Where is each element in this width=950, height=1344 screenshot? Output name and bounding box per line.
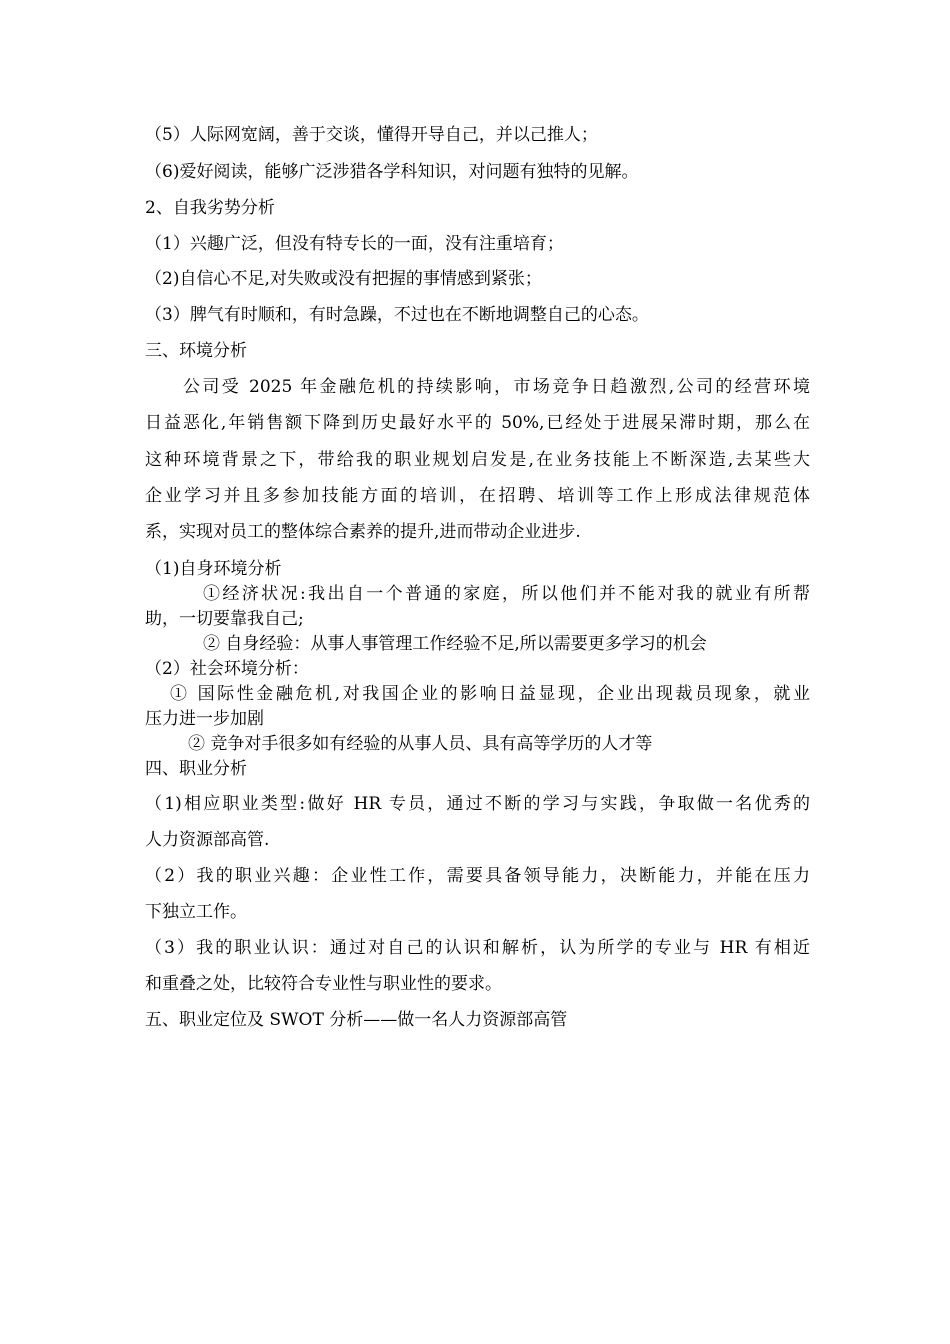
environment-paragraph-line-5: 系，实现对员工的整体综合素养的提升,进而带动企业进步. [145,522,581,542]
financial-crisis-line-1: ① 国际性金融危机,对我国企业的影响日益显现，企业出现裁员现象，就业 [170,684,810,704]
weakness-item-3: （3）脾气有时顺和，有时急躁，不过也在不断地调整自己的心态。 [145,305,649,325]
section-heading-swot: 五、职业定位及 SWOT 分析——做一名人力资源部高管 [145,1010,568,1030]
strength-item-5: （5）人际网宽阔，善于交谈，懂得开导自己，并以己推人； [145,125,598,145]
self-experience-item: ② 自身经验：从事人事管理工作经验不足,所以需要更多学习的机会 [203,634,707,654]
self-environment-heading: （1)自身环境分析 [145,559,282,579]
environment-paragraph-line-4: 企业学习并且多参加技能方面的培训，在招聘、培训等工作上形成法律规范体 [145,486,810,506]
social-environment-heading: （2）社会环境分析： [145,659,309,679]
environment-paragraph-line-1: 公司受 2025 年金融危机的持续影响，市场竞争日趋激烈,公司的经营环境 [183,377,810,397]
career-interest-line-1: （2）我的职业兴趣：企业性工作，需要具备领导能力，决断能力，并能在压力 [145,866,810,886]
weakness-item-1: （1）兴趣广泛，但没有特专长的一面，没有注重培育； [145,234,564,254]
financial-crisis-line-2: 压力进一步加剧 [145,709,264,729]
economic-status-line-2: 助，一切要靠我自己; [145,609,304,629]
economic-status-line-1: ①经济状况:我出自一个普通的家庭，所以他们并不能对我的就业有所帮 [203,584,810,604]
career-type-line-2: 人力资源部高管. [145,830,270,850]
weakness-item-2: （2)自信心不足,对失败或没有把握的事情感到紧张； [145,269,542,289]
career-type-line-1: （1)相应职业类型:做好 HR 专员，通过不断的学习与实践，争取做一名优秀的 [145,794,810,814]
competition-item: ② 竞争对手很多如有经验的从事人员、具有高等学历的人才等 [188,734,653,754]
strength-item-6: （6)爱好阅读，能够广泛涉猎各学科知识，对问题有独特的见解。 [145,162,639,182]
environment-paragraph-line-3: 这种环境背景之下，带给我的职业规划启发是,在业务技能上不断深造,去某些大 [145,450,810,470]
career-awareness-line-1: （3）我的职业认识：通过对自己的认识和解析，认为所学的专业与 HR 有相近 [145,938,810,958]
section-heading-environment: 三、环境分析 [145,341,247,361]
section-heading-weakness: 2、自我劣势分析 [145,198,275,218]
section-heading-career: 四、职业分析 [145,759,247,779]
career-awareness-line-2: 和重叠之处，比较符合专业性与职业性的要求。 [145,974,502,994]
environment-paragraph-line-2: 日益恶化,年销售额下降到历史最好水平的 50%,已经处于进展呆滞时期，那么在 [145,413,810,433]
career-interest-line-2: 下独立工作。 [145,902,247,922]
